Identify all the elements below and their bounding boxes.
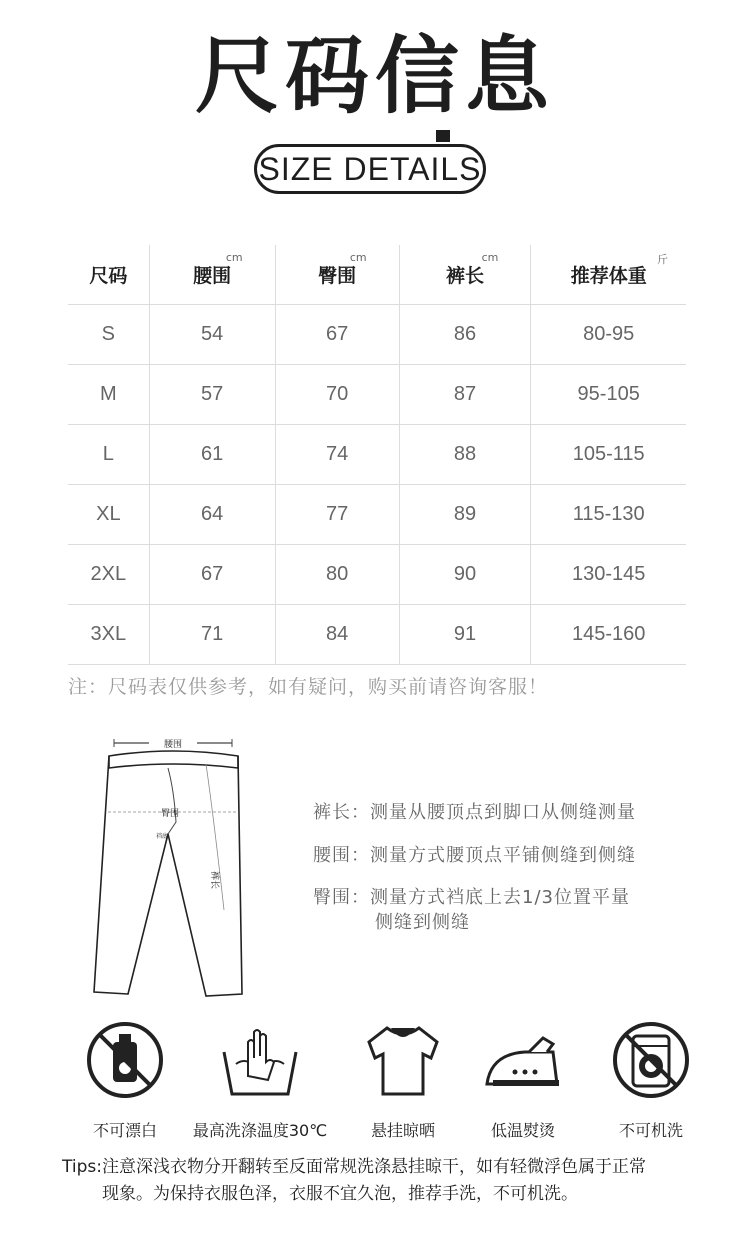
table-cell: 130-145 bbox=[531, 545, 686, 605]
table-row bbox=[68, 485, 686, 545]
table-cell: 64 bbox=[149, 485, 275, 545]
care-label: 悬挂晾晒 bbox=[370, 1121, 435, 1140]
table-cell: 2XL bbox=[68, 545, 149, 605]
table-row bbox=[68, 425, 686, 485]
unit-label: cm bbox=[349, 251, 367, 264]
table-cell: 80-95 bbox=[531, 305, 686, 365]
hang-dry-icon bbox=[361, 1018, 445, 1102]
unit-label: cm bbox=[225, 251, 243, 264]
table-cell: 67 bbox=[275, 305, 399, 365]
header-size: 尺码 bbox=[68, 245, 149, 305]
table-cell: 89 bbox=[399, 485, 531, 545]
table-cell: 77 bbox=[275, 485, 399, 545]
page-title: 尺码信息 bbox=[194, 27, 555, 125]
disclaimer-note: 注：尺码表仅供参考，如有疑问，购买前请咨询客服！ bbox=[68, 676, 549, 698]
table-cell: 87 bbox=[399, 365, 531, 425]
header-length: 裤长 cm bbox=[399, 245, 531, 305]
care-instructions bbox=[0, 1018, 750, 1148]
table-cell: 105-115 bbox=[531, 425, 686, 485]
table-row bbox=[68, 605, 686, 665]
care-label: 不可漂白 bbox=[92, 1121, 157, 1140]
care-item-no-machine-wash bbox=[576, 1018, 726, 1141]
hip-label: 臀围 bbox=[160, 809, 180, 819]
measurement-waist: 腰围：测量方式腰顶点平铺侧缝到侧缝 bbox=[313, 845, 636, 866]
table-header-row bbox=[68, 245, 686, 305]
hand-wash-icon bbox=[218, 1018, 302, 1102]
table-cell: 57 bbox=[149, 365, 275, 425]
care-label: 最高洗涤温度30℃ bbox=[192, 1121, 328, 1140]
subtitle-badge bbox=[254, 144, 486, 194]
table-cell: 3XL bbox=[68, 605, 149, 665]
header-hip: 臀围 cm bbox=[275, 245, 399, 305]
table-cell: 67 bbox=[149, 545, 275, 605]
measurement-hip-line1: 臀围：测量方式裆底上去1/3位置平量 bbox=[313, 887, 630, 908]
no-bleach-icon bbox=[83, 1018, 167, 1102]
table-cell: 115-130 bbox=[531, 485, 686, 545]
care-label: 低温熨烫 bbox=[490, 1121, 555, 1140]
table-cell: 54 bbox=[149, 305, 275, 365]
table-cell: M bbox=[68, 365, 149, 425]
care-item-hand-wash bbox=[185, 1018, 335, 1141]
table-cell: 84 bbox=[275, 605, 399, 665]
no-machine-wash-icon bbox=[609, 1018, 693, 1102]
pants-diagram bbox=[88, 730, 258, 1000]
crotch-label: 裆底 bbox=[155, 833, 169, 840]
measurement-length: 裤长：测量从腰顶点到脚口从侧缝测量 bbox=[313, 802, 636, 823]
unit-label: 斤 bbox=[657, 253, 668, 266]
table-cell: 90 bbox=[399, 545, 531, 605]
length-label: 裤长 bbox=[209, 870, 219, 890]
header-waist: 腰围 cm bbox=[149, 245, 275, 305]
table-cell: L bbox=[68, 425, 149, 485]
table-cell: XL bbox=[68, 485, 149, 545]
table-row bbox=[68, 365, 686, 425]
table-cell: S bbox=[68, 305, 149, 365]
table-cell: 70 bbox=[275, 365, 399, 425]
table-cell: 80 bbox=[275, 545, 399, 605]
care-label: 不可机洗 bbox=[618, 1121, 683, 1140]
table-cell: 145-160 bbox=[531, 605, 686, 665]
size-table bbox=[68, 245, 686, 665]
care-item-no-bleach bbox=[50, 1018, 200, 1141]
tips-line2: 现象。为保持衣服色泽，衣服不宜久泡，推荐手洗，不可机洗。 bbox=[102, 1184, 578, 1205]
table-cell: 61 bbox=[149, 425, 275, 485]
table-cell: 91 bbox=[399, 605, 531, 665]
measurement-hip bbox=[313, 885, 673, 935]
decorative-mark bbox=[436, 130, 450, 142]
waist-label: 腰围 bbox=[163, 740, 183, 750]
tips-line1: Tips:注意深浅衣物分开翻转至反面常规洗涤悬挂晾干，如有轻微浮色属于正常 bbox=[62, 1157, 646, 1177]
subtitle-text: SIZE DETAILS bbox=[258, 150, 482, 187]
table-row bbox=[68, 305, 686, 365]
pants-outline-icon bbox=[88, 730, 258, 1000]
unit-label: cm bbox=[481, 251, 499, 264]
table-cell: 88 bbox=[399, 425, 531, 485]
table-cell: 86 bbox=[399, 305, 531, 365]
low-iron-icon bbox=[481, 1018, 565, 1102]
table-cell: 74 bbox=[275, 425, 399, 485]
table-row bbox=[68, 545, 686, 605]
tips-text bbox=[62, 1154, 712, 1208]
table-cell: 95-105 bbox=[531, 365, 686, 425]
measurement-hip-line2: 侧缝到侧缝 bbox=[375, 912, 470, 934]
table-cell: 71 bbox=[149, 605, 275, 665]
header-weight: 推荐体重 斤 bbox=[531, 245, 686, 305]
